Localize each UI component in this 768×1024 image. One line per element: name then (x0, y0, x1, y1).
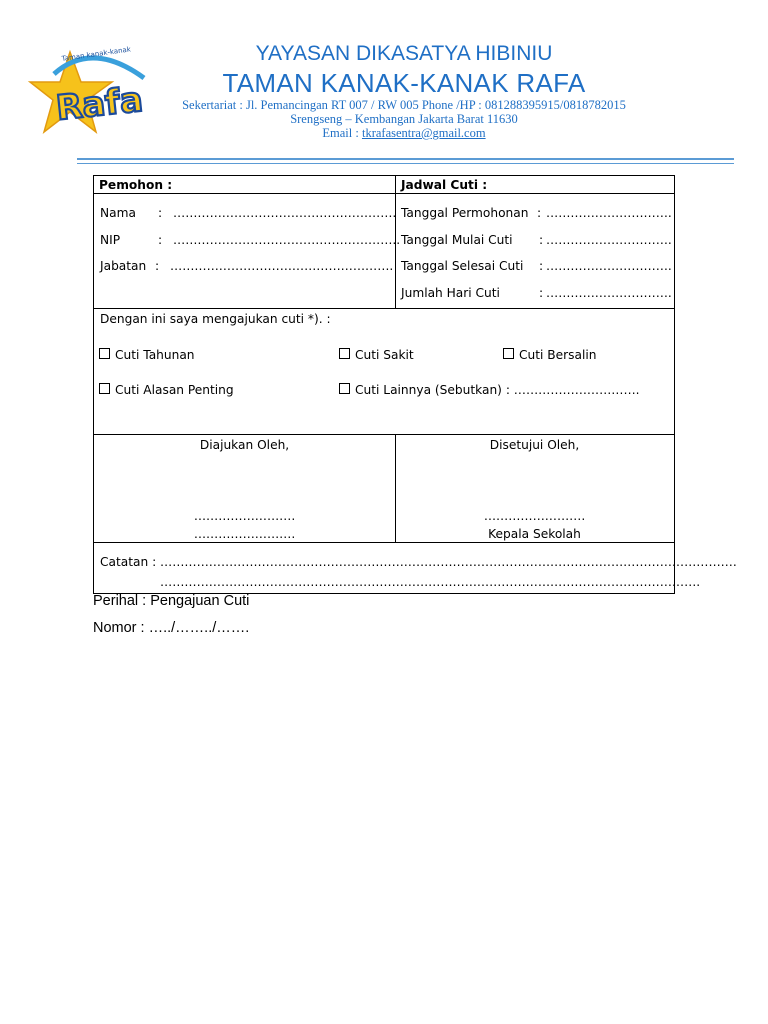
option-label: Cuti Bersalin (519, 348, 597, 362)
row-divider (94, 308, 674, 309)
tanggal-mulai-field[interactable]: …………………………. (546, 233, 672, 247)
option-cuti-alasan-penting[interactable] (99, 382, 234, 398)
nomor-line: Nomor : …../……../……. (93, 620, 250, 636)
jabatan-label: Jabatan (100, 259, 147, 273)
jabatan-sep: : (155, 259, 160, 273)
nama-sep: : (158, 206, 163, 220)
jumlah-hari-field[interactable]: …………………………. (546, 286, 672, 300)
option-label: Cuti Lainnya (Sebutkan) : …………………………. (355, 383, 640, 397)
nip-field[interactable]: ……………………………………………….. (173, 233, 401, 247)
row-divider (94, 193, 674, 194)
tanggal-permohonan-sep: : (537, 206, 542, 220)
address-line-2: Srengseng – Kembangan Jakarta Barat 11630 (290, 112, 518, 126)
row-divider (94, 434, 674, 435)
kepala-sekolah-label: Kepala Sekolah (488, 527, 581, 541)
option-label: Cuti Sakit (355, 348, 414, 362)
tanggal-permohonan-field[interactable]: …………………………. (546, 206, 672, 220)
tanggal-permohonan-label: Tanggal Permohonan (401, 206, 529, 220)
school-name: TAMAN KANAK-KANAK RAFA (222, 68, 586, 98)
checkbox-icon[interactable] (503, 348, 514, 359)
logo-word: Rafa (54, 79, 145, 129)
organization-name: YAYASAN DIKASATYA HIBINIU (255, 42, 553, 65)
email-line (150, 126, 658, 141)
jabatan-field[interactable]: ………………………………………………. (170, 259, 394, 273)
email-label: Email : (322, 126, 362, 140)
diajukan-oleh-title: Diajukan Oleh, (199, 438, 290, 452)
header-divider-top (77, 158, 734, 160)
tanggal-selesai-field[interactable]: …………………………. (546, 259, 672, 273)
row-divider (94, 542, 674, 543)
nama-field[interactable]: ………………………………………………. (173, 206, 397, 220)
checkbox-icon[interactable] (339, 383, 350, 394)
option-cuti-lainnya[interactable] (339, 382, 640, 398)
request-text: Dengan ini saya mengajukan cuti *). : (100, 312, 331, 326)
perihal-line: Perihal : Pengajuan Cuti (93, 593, 250, 609)
logo-arc-text: Taman kanak-kanak (61, 45, 132, 63)
option-label: Cuti Alasan Penting (115, 383, 234, 397)
option-cuti-sakit[interactable] (339, 347, 414, 363)
header-divider-bottom (77, 163, 734, 164)
option-cuti-tahunan[interactable] (99, 347, 195, 363)
jadwal-header: Jadwal Cuti : (401, 178, 488, 192)
tanggal-mulai-sep: : (539, 233, 544, 247)
tanggal-selesai-label: Tanggal Selesai Cuti (401, 259, 524, 273)
nip-label: NIP (100, 233, 121, 247)
option-cuti-bersalin[interactable] (503, 347, 596, 363)
tanggal-selesai-sep: : (539, 259, 544, 273)
rafa-logo (32, 44, 154, 144)
disetujui-oleh-title: Disetujui Oleh, (489, 438, 580, 452)
option-label: Cuti Tahunan (115, 348, 195, 362)
address-line-1: Sekertariat : Jl. Pemancingan RT 007 / RW 005 Phone /HP : 081288395915/0818782015 (182, 98, 626, 112)
checkbox-icon[interactable] (99, 383, 110, 394)
disetujui-signature-line[interactable]: ……………………. (483, 509, 586, 523)
checkbox-icon[interactable] (339, 348, 350, 359)
checkbox-icon[interactable] (99, 348, 110, 359)
jumlah-hari-sep: : (539, 286, 544, 300)
pemohon-header: Pemohon : (99, 178, 173, 192)
diajukan-name-line[interactable]: ……………………. (193, 527, 296, 541)
catatan-line-2[interactable]: ……………………………………………………………………………………………………………………. (160, 575, 701, 589)
tanggal-mulai-label: Tanggal Mulai Cuti (401, 233, 513, 247)
nip-sep: : (158, 233, 163, 247)
nama-label: Nama (100, 206, 136, 220)
catatan-line-1[interactable]: ……………………………………………………………………………………………………………………………. (160, 555, 737, 569)
leave-form-table (93, 175, 737, 594)
catatan-label: Catatan : (100, 555, 157, 569)
diajukan-signature-line[interactable]: ……………………. (193, 509, 296, 523)
jumlah-hari-label: Jumlah Hari Cuti (401, 286, 500, 300)
email-link[interactable]: tkrafasentra@gmail.com (361, 126, 486, 140)
